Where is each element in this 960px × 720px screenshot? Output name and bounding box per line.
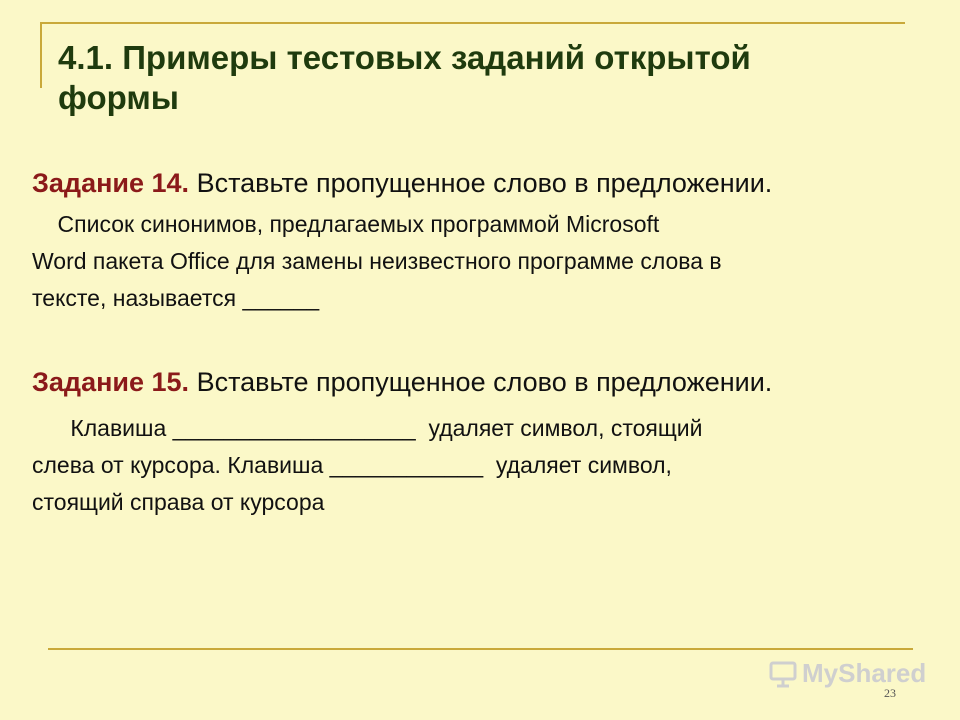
page-number: 23 — [884, 686, 896, 700]
task-14-text — [32, 206, 922, 317]
task-14-line-1: Список синонимов, предлагаемых программой Microsoft — [32, 211, 660, 237]
watermark-text: MyShared — [802, 658, 927, 688]
task-14-instruction: Вставьте пропущенное слово в предложении. — [196, 168, 773, 198]
task-15-heading — [32, 367, 772, 398]
task-15-instruction: Вставьте пропущенное слово в предложении. — [196, 367, 773, 397]
task-14-heading — [32, 168, 772, 199]
left-rule — [40, 22, 42, 88]
task-15-line-1: Клавиша ___________________ удаляет символ, стоящий — [32, 415, 703, 441]
top-rule — [40, 22, 905, 24]
task-15-number: Задание 15. — [32, 367, 190, 397]
task-14-line-3: тексте, называется ______ — [32, 285, 320, 311]
task-15-text — [32, 410, 922, 521]
task-15-line-3: стоящий справа от курсора — [32, 489, 325, 515]
presentation-board-icon — [768, 660, 798, 688]
slide-title: 4.1. Примеры тестовых заданий открытой формы — [58, 39, 751, 116]
task-15-line-2: слева от курсора. Клавиша ____________ удаляет символ, — [32, 452, 672, 478]
task-14-line-2: Word пакета Office для замены неизвестного программе слова в — [32, 248, 722, 274]
task-14-number: Задание 14. — [32, 168, 190, 198]
bottom-rule — [48, 648, 913, 650]
watermark-logo — [768, 658, 926, 689]
